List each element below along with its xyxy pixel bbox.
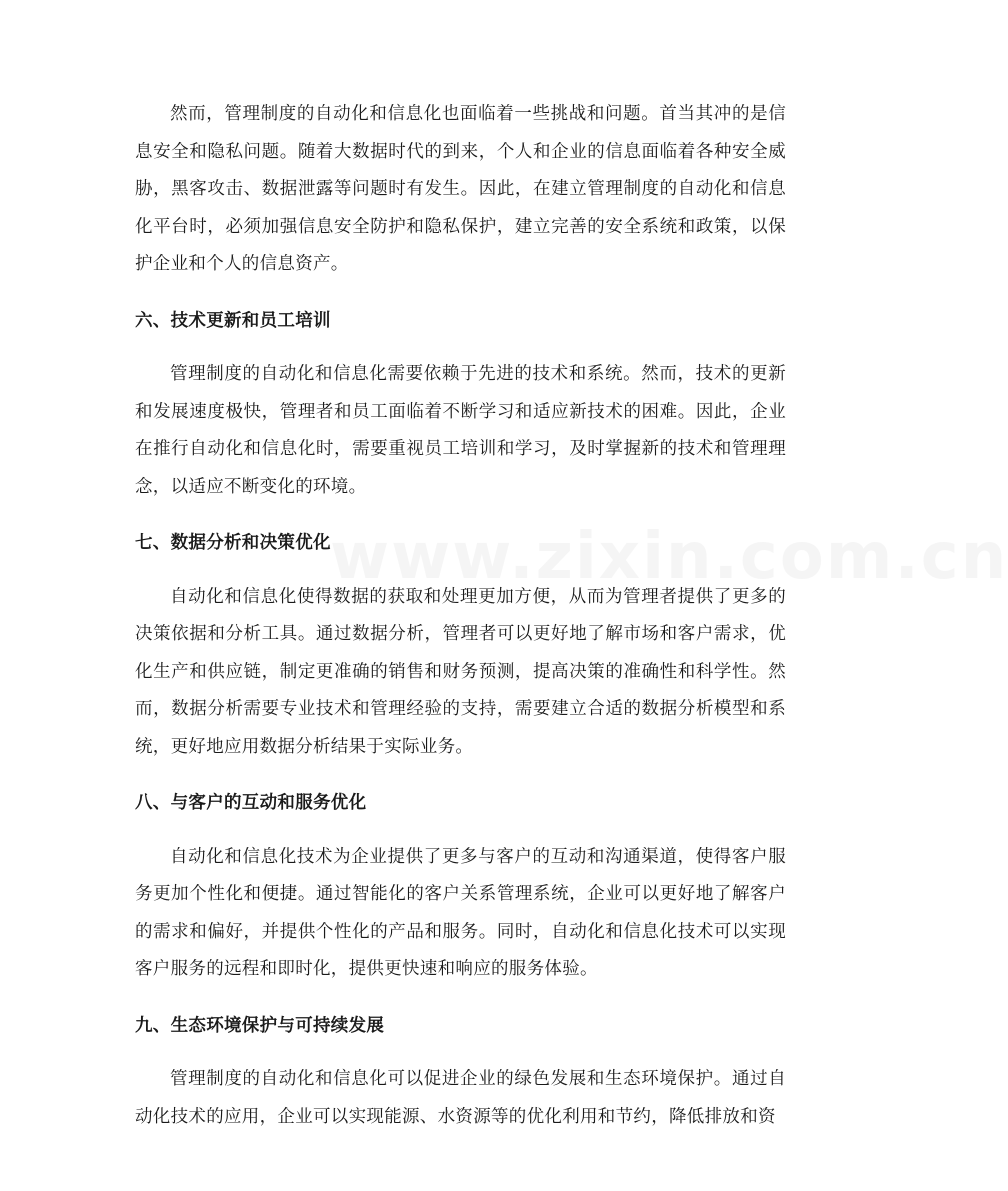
document-page <box>135 96 786 1136</box>
watermark-text: www.zixin.com.cn <box>330 520 1008 594</box>
section-6-paragraph: 管理制度的自动化和信息化需要依赖于先进的技术和系统。然而，技术的更新和发展速度极快，管理者和员工面临着不断学习和适应新技术的困难。因此，企业在推行自动化和信息化时，需要重视员工培训和学习，及时掌握新的技术和管理理念，以适应不断变化的环境。 <box>135 364 786 497</box>
section-6-heading: 六、技术更新和员工培训 <box>135 310 331 331</box>
section-8-paragraph: 自动化和信息化技术为企业提供了更多与客户的互动和沟通渠道，使得客户服务更加个性化和便捷。通过智能化的客户关系管理系统，企业可以更好地了解客户的需求和偏好，并提供个性化的产品和服务。同时，自动化和信息化技术可以实现客户服务的远程和即时化，提供更快速和响应的服务体验。 <box>135 846 786 979</box>
section-9-paragraph: 管理制度的自动化和信息化可以促进企业的绿色发展和生态环境保护。通过自动化技术的应用，企业可以实现能源、水资源等的优化利用和节约，降低排放和资 <box>135 1069 786 1127</box>
section-8-heading: 八、与客户的互动和服务优化 <box>135 793 367 813</box>
section-9-heading: 九、生态环境保护与可持续发展 <box>135 1015 385 1036</box>
section-7-paragraph: 自动化和信息化使得数据的获取和处理更加方便，从而为管理者提供了更多的决策依据和分析工具。通过数据分析，管理者可以更好地了解市场和客户需求，优化生产和供应链，制定更准确的销售和财务预测，提高决策的准确性和科学性。然而，数据分析需要专业技术和管理经验的支持，需要建立合适的数据分析模型和系统，更好地应用数据分析结果于实际业务。 <box>135 586 786 757</box>
section-7-heading: 七、数据分析和决策优化 <box>135 533 331 553</box>
intro-paragraph: 然而，管理制度的自动化和信息化也面临着一些挑战和问题。首当其冲的是信息安全和隐私问题。随着大数据时代的到来，个人和企业的信息面临着各种安全威胁，黑客攻击、数据泄露等问题时有发生。因此，在建立管理制度的自动化和信息化平台时，必须加强信息安全防护和隐私保护，建立完善的安全系统和政策，以保护企业和个人的信息资产。 <box>135 104 786 274</box>
